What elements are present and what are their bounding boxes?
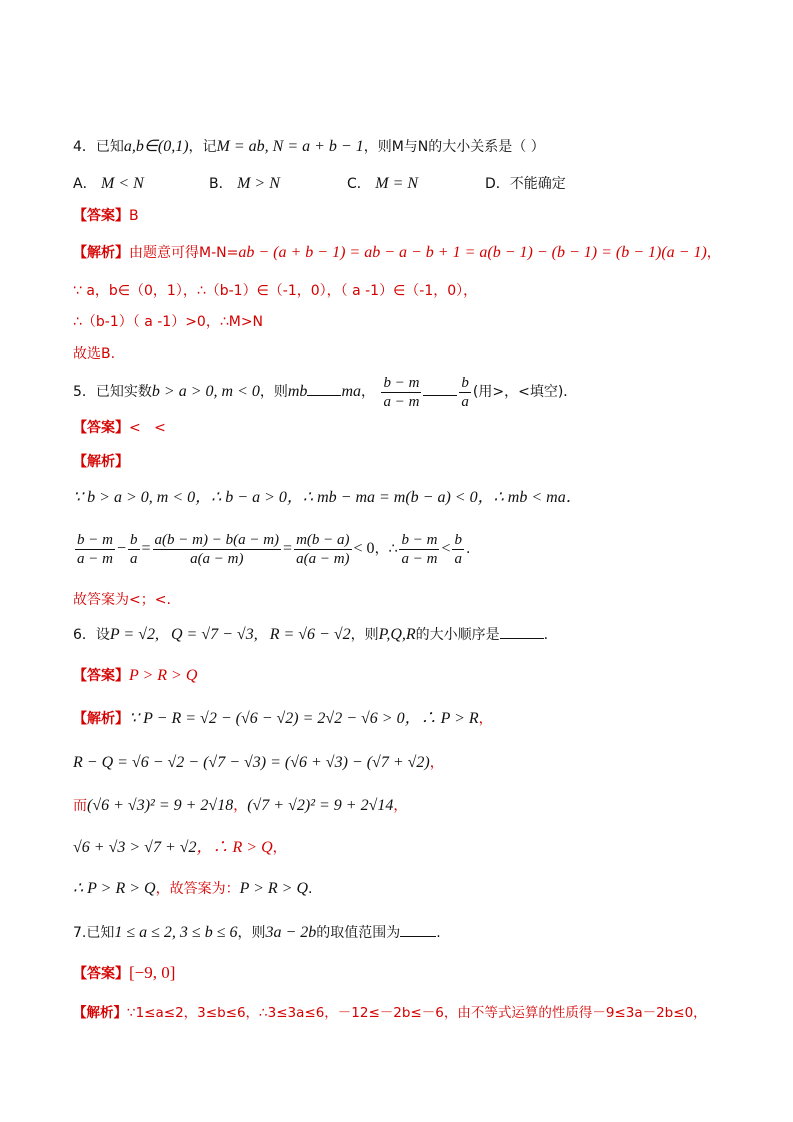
- q6-answer-value: P > R > Q: [129, 667, 198, 684]
- q4-analysis-3: ∴（b-1）（ a -1）>0，∴M>N: [73, 314, 264, 330]
- q5-stem: 5．已知实数b > a > 0, m < 0，则mb ma， $\frac{b - m}{a - m}$ $\frac{b}{a}$ (用>，<填空)．: [73, 374, 578, 410]
- q5-analysis-tag: 【解析】: [73, 454, 129, 470]
- q7-answer-value: [−9, 0]: [129, 963, 176, 982]
- q5-answer-value: < <: [129, 420, 166, 436]
- q4-analysis-4: 故选B.: [73, 346, 116, 362]
- q4-stem-text: 4．已知: [73, 139, 124, 155]
- q7-blank[interactable]: [400, 936, 436, 937]
- q4-option-c: C． M = N: [347, 175, 419, 192]
- q6-analysis-3: 而(√6 + √3)² = 9 + 2√18，(√7 + √2)² = 9 + 2√14，: [73, 797, 408, 814]
- q4-definition: M = ab, N = a + b − 1: [216, 138, 364, 155]
- q5-fraction-1: $\frac{b - m}{a - m}$: [383, 374, 420, 410]
- q6-analysis-1: 【解析】∵ P − R = √2 − (√6 − √2) = 2√2 − √6 > 0，∴ P > R，: [73, 710, 493, 727]
- q5-fraction-2: $\frac{b}{a}$: [461, 374, 469, 410]
- q5-analysis-1: ∵ b > a > 0, m < 0，∴ b − a > 0，∴ mb − ma = m(b − a) < 0，∴ mb < ma．: [73, 489, 582, 506]
- q4-analysis-2: ∵ a，b∈（0，1），∴（b-1）∈（-1，0），（ a -1）∈（-1，0），: [73, 283, 478, 299]
- q6-stem: 6．设P = √2, Q = √7 − √3, R = √6 − √2，则P,Q,R的大小顺序是 .: [73, 626, 549, 643]
- q4-option-d: D．不能确定: [485, 176, 566, 192]
- q5-analysis-2: $\frac{b - m}{a - m}$ − $\frac{b}{a}$ = $\frac{a(b - m) - b(a - m)}{a(a - m)}$ = $\frac{m(b - a)}{a(a - m)}$ < 0，∴ $\frac{b - m}{a - m}$ < $\frac{b}{a}$ .: [77, 531, 471, 567]
- q6-definitions: P = √2, Q = √7 − √3, R = √6 − √2: [109, 626, 351, 643]
- answer-tag: 【答案】: [73, 208, 129, 224]
- q5-conclusion: 故答案为<；<.: [73, 592, 171, 608]
- q4-analysis-1: 【解析】由题意可得M-N=ab − (a + b − 1) = ab − a − b + 1 = a(b − 1) − (b − 1) = (b − 1)(a − 1)，: [73, 244, 721, 261]
- q7-answer: 【答案】[−9, 0]: [73, 963, 176, 982]
- q4-analysis-expr: ab − (a + b − 1) = ab − a − b + 1 = a(b − 1) − (b − 1) = (b − 1)(a − 1): [238, 244, 707, 261]
- analysis-tag: 【解析】: [73, 245, 129, 261]
- q4-answer-value: B: [129, 208, 139, 224]
- q6-analysis-2: R − Q = √6 − √2 − (√7 − √3) = (√6 + √3) − (√7 + √2)，: [73, 754, 444, 771]
- q7-analysis-1: 【解析】∵1≤a≤2，3≤b≤6，∴3≤3a≤6，－12≤－2b≤－6，由不等式运算的性质得－9≤3a－2b≤0，: [73, 1005, 707, 1021]
- q4-options: [73, 174, 753, 194]
- q7-stem: 7.已知1 ≤ a ≤ 2, 3 ≤ b ≤ 6，则3a − 2b的取值范围为 .: [73, 924, 441, 941]
- q4-answer: [73, 206, 753, 226]
- q4-condition: a,b∈(0,1): [123, 138, 189, 155]
- q6-analysis-5: ∴ P > R > Q，故答案为：P > R > Q.: [73, 880, 313, 897]
- q6-analysis-4: √6 + √3 > √7 + √2，∴ R > Q，: [73, 839, 287, 856]
- q4-stem-text-2: ，记: [188, 139, 217, 155]
- q4-option-a: A． M < N: [73, 175, 144, 192]
- q5-blank-1[interactable]: [307, 395, 341, 396]
- q7-condition: 1 ≤ a ≤ 2, 3 ≤ b ≤ 6: [114, 924, 238, 941]
- q4-option-b: B． M > N: [209, 175, 280, 192]
- q5-blank-2[interactable]: [423, 395, 457, 396]
- q5-condition: b > a > 0, m < 0: [151, 383, 260, 400]
- q6-blank[interactable]: [500, 638, 544, 639]
- q6-answer: 【答案】P > R > Q: [73, 667, 198, 684]
- q4-stem: [73, 137, 753, 157]
- q4-stem-text-3: ，则M与N的大小关系是（ ）: [363, 139, 545, 155]
- q5-answer: 【答案】< <: [73, 420, 166, 436]
